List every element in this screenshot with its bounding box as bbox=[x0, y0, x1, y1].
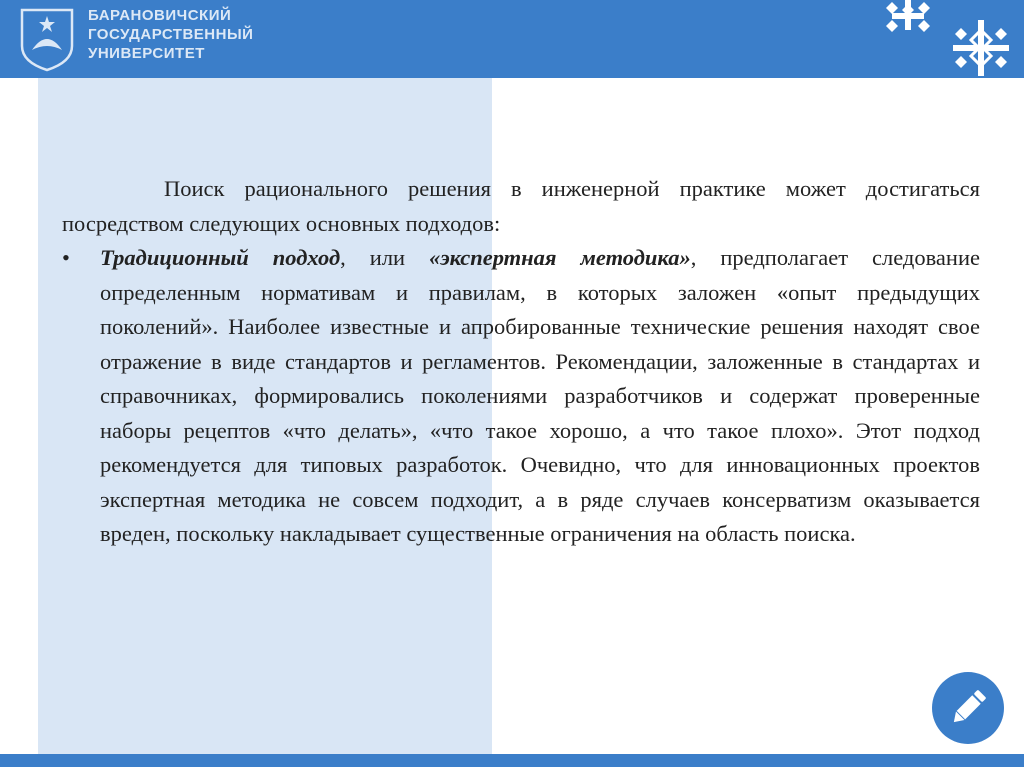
snowflake-ornament-icon bbox=[884, 0, 932, 36]
university-emblem-icon bbox=[18, 6, 76, 72]
term-expert-method: «экспертная методика» bbox=[429, 245, 691, 270]
university-name-line-3: УНИВЕРСИТЕТ bbox=[88, 45, 205, 62]
edit-button[interactable] bbox=[932, 672, 1004, 744]
term-traditional-approach: Традиционный подход bbox=[100, 245, 341, 270]
bullet-item bbox=[62, 241, 980, 552]
snowflake-ornament-icon bbox=[951, 18, 1011, 78]
bullet-body-text: , предполагает следование определенным нормативам и правилам, в которых заложен «опыт предыдущих поколений». Наиболее известные и апробированные технические решения находят свое отражение в виде стандартов и регламентов. Рекомендации, заложенные в стандартах и справочниках, формировались поколениями разработчиков и содержат проверенные наборы рецептов «что делать», «что такое хорошо, а что такое плохо». Этот подход рекомендуется для типовых разработок. Очевидно, что для инновационных проектов экспертная методика не совсем подходит, а в ряде случаев консерватизм оказывается вреден, поскольку накладывает существенные ограничения на область поиска. bbox=[100, 245, 980, 546]
bullet-separator: , или bbox=[340, 245, 430, 270]
university-name-line-2: ГОСУДАРСТВЕННЫЙ bbox=[88, 26, 254, 43]
pencil-icon bbox=[946, 686, 990, 730]
footer-bar bbox=[0, 754, 1024, 767]
university-name-line-1: БАРАНОВИЧСКИЙ bbox=[88, 7, 232, 24]
slide-body bbox=[62, 172, 980, 552]
university-name bbox=[88, 6, 253, 63]
bullet-marker: • bbox=[62, 245, 70, 270]
header-bar bbox=[0, 0, 1024, 78]
intro-paragraph: Поиск рационального решения в инженерной практике может достигаться посредством следующих основных подходов: bbox=[62, 176, 980, 236]
